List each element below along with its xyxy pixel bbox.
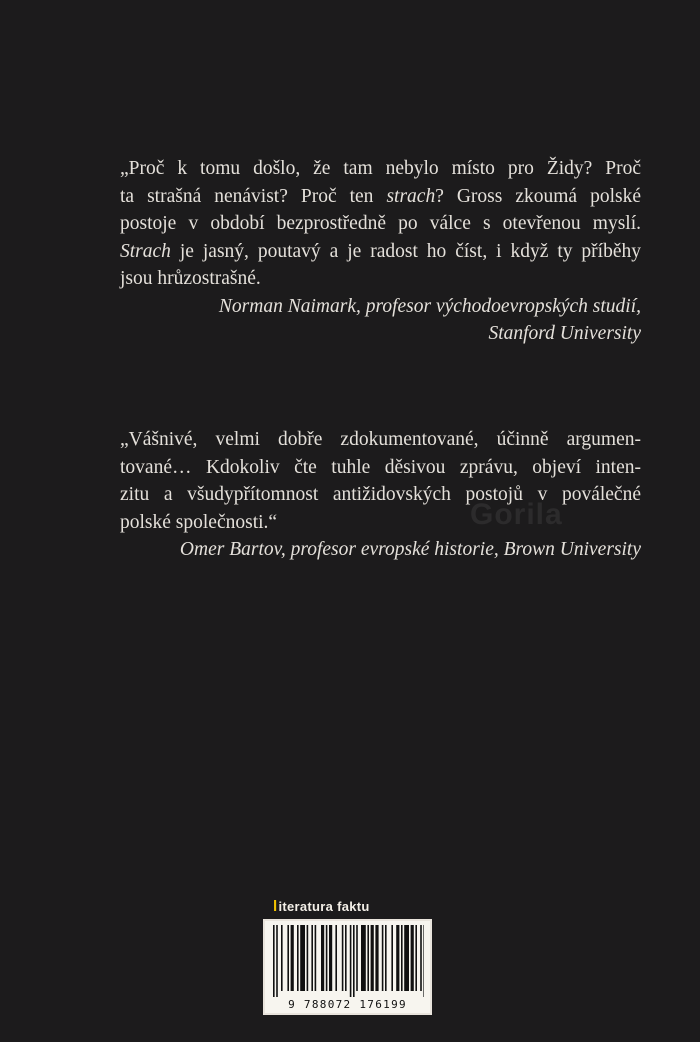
barcode-bar <box>281 925 283 991</box>
barcode-bar <box>367 925 369 991</box>
barcode-bar <box>326 925 328 991</box>
quote-line: Strach je jasný, poutavý a je radost ho číst, i když ty příběhy <box>120 240 641 262</box>
barcode-bar <box>420 925 422 991</box>
quote-line: ta strašná nenávist? Proč ten strach? Gross zkoumá polské <box>120 185 641 207</box>
quote-attribution: Omer Bartov, profesor evropské historie, Brown University <box>179 539 641 560</box>
barcode-bar <box>329 925 332 991</box>
barcode-bar <box>375 925 378 991</box>
barcode-bar <box>353 925 355 997</box>
barcode-bar <box>276 925 278 997</box>
barcode-bar <box>297 925 299 991</box>
barcode-bar <box>311 925 313 991</box>
barcode-bar <box>411 925 414 991</box>
barcode-bar <box>404 925 409 991</box>
barcode-bars <box>271 925 424 997</box>
barcode-bar <box>391 925 393 991</box>
barcode-bar <box>415 925 417 991</box>
barcode-bar <box>401 925 403 991</box>
barcode-bar <box>356 925 358 991</box>
barcode-bar <box>291 925 294 991</box>
quote-attribution: Stanford University <box>488 323 641 344</box>
barcode-bar <box>385 925 387 991</box>
barcode-bar <box>396 925 399 991</box>
barcode-number: 9 788072 176199 <box>288 998 407 1011</box>
barcode-bar <box>287 925 289 991</box>
barcode-bar <box>371 925 374 991</box>
quote-line: „Proč k tomu došlo, že tam nebylo místo pro Židy? Proč <box>120 158 641 179</box>
quote-bartov <box>120 426 641 564</box>
barcode-bar <box>321 925 324 991</box>
quote-line: postoje v období bezprostředně po válce s otevřenou myslí. <box>120 213 641 234</box>
barcode-bar <box>423 925 424 997</box>
isbn-barcode <box>263 919 432 1015</box>
quote-line: jsou hrůzostrašné. <box>120 268 261 289</box>
barcode-bar <box>273 925 275 997</box>
quote-line: zitu a všudypřítomnost antižidovských postojů v poválečné <box>120 484 641 505</box>
quote-attribution: Norman Naimark, profesor východoevropských studií, <box>218 295 641 317</box>
publisher-name: iteratura faktu <box>278 899 370 914</box>
barcode-bar <box>342 925 344 991</box>
barcode-bar <box>335 925 337 991</box>
publisher-mark-icon: l <box>273 898 278 915</box>
quote-naimark <box>120 155 641 348</box>
barcode-bar <box>382 925 384 991</box>
quote-line: tované… Kdokoliv čte tuhle děsivou zprávu, objeví inten- <box>120 456 641 478</box>
quote-line: polské společnosti.“ <box>120 511 278 533</box>
barcode-bar <box>307 925 309 991</box>
barcode-bar <box>361 925 366 991</box>
barcode-bar <box>315 925 317 991</box>
barcode-bar <box>350 925 352 997</box>
publisher-logo <box>273 898 370 915</box>
watermark-logo: Gorila <box>470 498 563 531</box>
barcode-bar <box>345 925 347 991</box>
barcode-bar <box>300 925 305 991</box>
quote-line: „Vášnivé, velmi dobře zdokumentované, účinně argumen- <box>120 429 641 450</box>
